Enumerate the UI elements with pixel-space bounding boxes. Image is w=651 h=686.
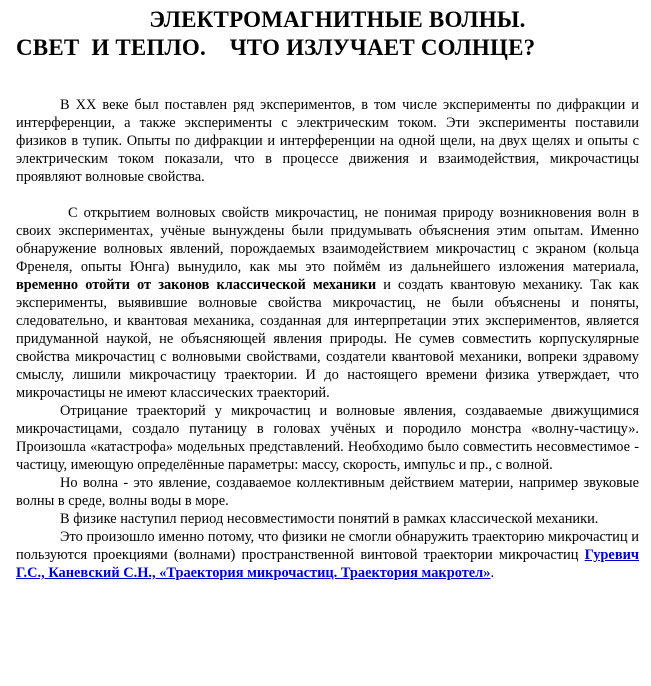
paragraph-6-end: . — [490, 565, 495, 581]
paragraph-6-text: Это произошло именно потому, что физики не смогли обнаружить траекторию микрочастиц и пользуются проекциями (волнами) пространственной винтовой траектории микрочастиц — [16, 529, 639, 563]
paragraph-2 — [16, 204, 639, 402]
paragraph-4: Но волна - это явление, создаваемое коллективным действием материи, например звуковые волны в среде, волны воды в море. — [16, 475, 639, 509]
document-title — [16, 0, 639, 62]
paragraph-2-bold-phrase: временно отойти от законов классической механики — [16, 277, 377, 293]
paragraph-2-text-end: и создать квантовую механику. Так как эксперименты, выявившие волновые свойства микрочастиц, не были объяснены и поняты, следовательно, и квантовая механика, созданная для интерпретации этих экспериментов, является придуманной наукой, не объясняющей явления природы. Не сумев совместить корпускулярные свойства микрочастиц с волновыми свойствами, создатели квантовой механики, вопреки здравому смыслу, лишили микрочастицу траектории. И до настоящего времени физика утверждает, что микрочастицы не имеют классических траекторий. — [16, 277, 639, 401]
paragraph-5: В физике наступил период несовместимости понятий в рамках классической механики. — [60, 511, 599, 527]
paragraph-3: Отрицание траекторий у микрочастиц и волновые явления, создаваемые движущимися микрочастицами, создало путаницу в головах учёных и породило монстра «волну-частицу». Произошла «катастрофа» модельных представлений. Необходимо было совместить несовместимое - частицу, имеющую определённые параметры: массу, скорость, импульс и пр., с волной. — [16, 403, 639, 473]
paragraph-6 — [16, 528, 639, 582]
title-line-2: СВЕТ И ТЕПЛО. ЧТО ИЗЛУЧАЕТ СОЛНЦЕ? — [16, 35, 536, 60]
reference-link[interactable]: Гуревич Г.С., Каневский С.Н., «Траектория микрочастиц. Траектория макротел» — [16, 547, 639, 581]
paragraph-1: В XX веке был поставлен ряд экспериментов, в том числе эксперименты по дифракции и интерференции, а также эксперименты с электрическим током. Эти эксперименты поставили физиков в тупик. Опыты по дифракции и интерференции на одной щели, на двух щелях и опыты с электрическим током показали, что в процессе движения и взаимодействия, микрочастицы проявляют волновые свойства. — [16, 97, 639, 185]
paragraph-2-text-start: С открытием волновых свойств микрочастиц, не понимая природу возникновения волн в своих экспериментах, учёные вынуждены были придумывать объяснения этим опытам. Именно обнаружение волновых явлений, порождаемых взаимодействием микрочастиц с экраном (кольца Френеля, опыты Юнга) вынудило, как мы это поймём из дальнейшего изложения материала, — [16, 205, 639, 275]
title-line-1: ЭЛЕКТРОМАГНИТНЫЕ ВОЛНЫ. — [149, 7, 526, 32]
document-body — [16, 96, 639, 582]
